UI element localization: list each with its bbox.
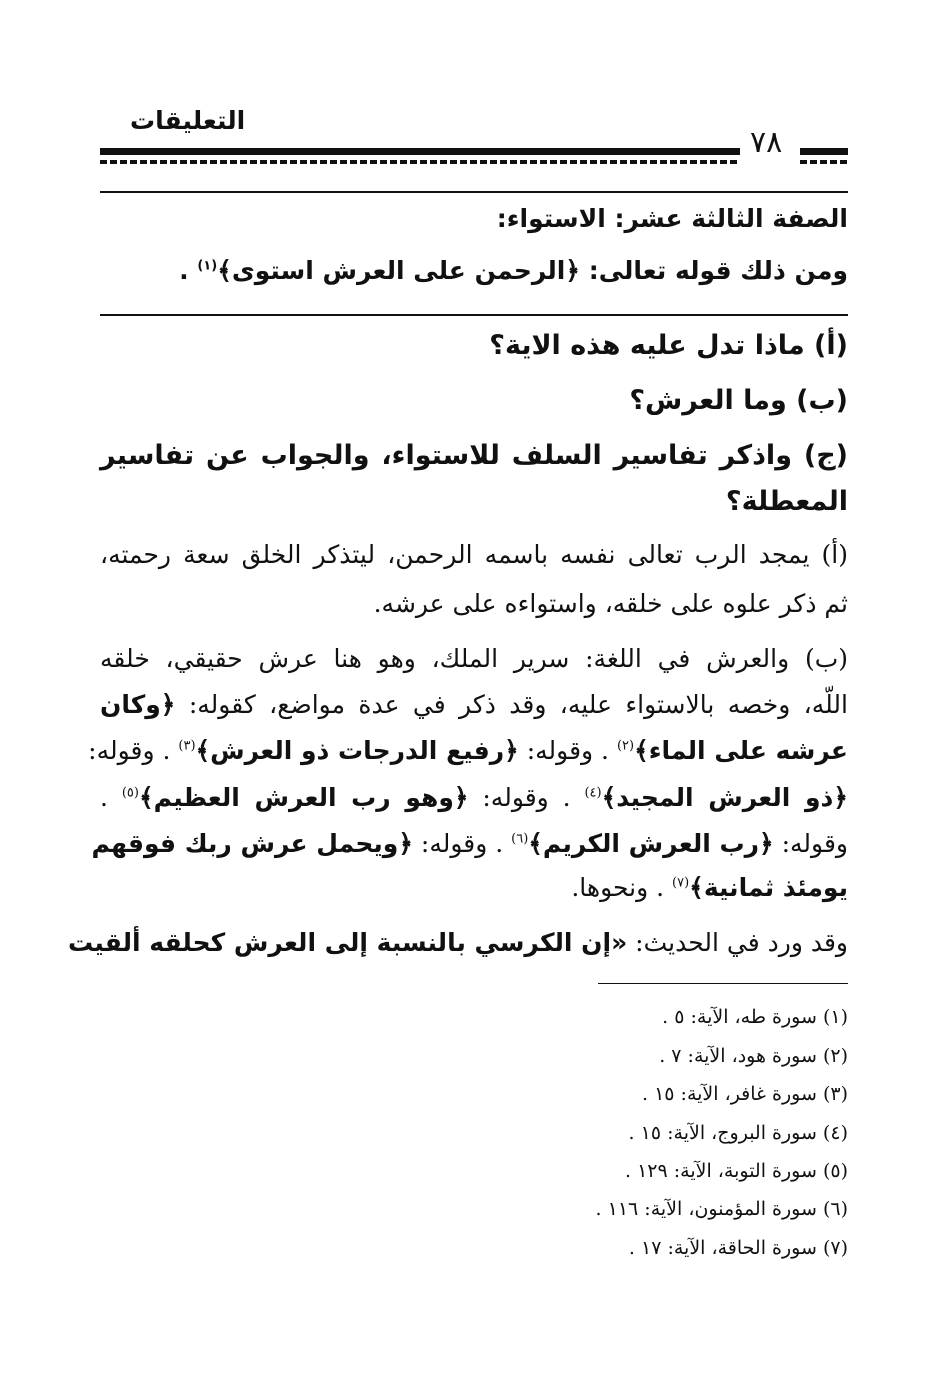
text-segment: . وقوله:	[88, 736, 179, 765]
footnote-5: (٥) سورة التوبة، الآية: ١٢٩ .	[624, 1160, 848, 1182]
answer-b-line4	[100, 783, 848, 812]
text-segment: . ونحوها.	[571, 873, 673, 902]
section-rule-top	[100, 191, 848, 193]
footnote-3: (٣) سورة غافر، الآية: ١٥ .	[641, 1083, 848, 1105]
text-segment: اللّه، وخصه بالاستواء عليه، وقد ذكر في عدة مواضع، كقوله:	[175, 690, 848, 719]
footnote-7: (٧) سورة الحاقة، الآية: ١٧ .	[628, 1237, 848, 1259]
text-segment: . وقوله:	[518, 736, 617, 765]
footnote-6: (٦) سورة المؤمنون، الآية: ١١٦ .	[595, 1198, 848, 1220]
verse-end: .	[179, 256, 198, 285]
verse-segment: ﴿وهو رب العرش العظيم﴾	[138, 783, 469, 812]
text-segment: .	[100, 783, 122, 812]
section-rule-middle	[100, 314, 848, 316]
running-title: التعليقات	[130, 106, 246, 135]
question-c-line2: المعطلة؟	[725, 486, 848, 517]
answer-b-line5	[91, 829, 848, 858]
footnote-ref: (٦)	[511, 831, 529, 847]
verse-segment: ﴿رفيع الدرجات ذو العرش﴾	[195, 736, 519, 765]
question-c-line1: (ج) واذكر تفاسير السلف للاستواء، والجواب عن تفاسير	[100, 440, 848, 471]
verse-segment: ﴿ويحمل عرش ربك فوقهم	[91, 829, 413, 858]
answer-a-line1: (أ) يمجد الرب تعالى نفسه باسمه الرحمن، ليتذكر الخلق سعة رحمته،	[100, 540, 848, 569]
footnote-rule	[598, 983, 848, 984]
header-rule-right-thick	[800, 148, 848, 155]
footnote-ref: (٣)	[178, 738, 196, 754]
answer-b-line6	[571, 873, 848, 902]
question-b: (ب) وما العرش؟	[629, 385, 848, 416]
text-segment: . وقوله:	[412, 829, 512, 858]
verse-segment: ﴿ذو العرش المجيد﴾	[601, 783, 848, 812]
text-segment: . وقوله:	[468, 783, 585, 812]
verse-segment: ﴿رب العرش الكريم﴾	[528, 829, 774, 858]
text-segment: وقد ورد في الحديث:	[627, 928, 848, 957]
answer-b-line1: (ب) والعرش في اللغة: سرير الملك، وهو هنا عرش حقيقي، خلقه	[100, 644, 848, 673]
hadith-quote: «إن الكرسي بالنسبة إلى العرش كحلقه ألقيت	[67, 928, 628, 957]
footnote-ref: (١)	[197, 258, 218, 274]
verse-line	[179, 256, 848, 285]
text-segment: وقوله:	[773, 829, 848, 858]
header-rule-thick	[100, 148, 740, 155]
page-number: ٧٨	[750, 125, 783, 160]
answer-b-line3	[88, 736, 848, 765]
footnote-1: (١) سورة طه، الآية: ٥ .	[662, 1006, 848, 1028]
footnote-4: (٤) سورة البروج، الآية: ١٥ .	[628, 1122, 848, 1144]
footnote-ref: (٤)	[584, 785, 602, 801]
verse-segment: ﴿وكان	[100, 690, 176, 719]
question-a: (أ) ماذا تدل عليه هذه الاية؟	[489, 330, 848, 361]
footnote-2: (٢) سورة هود، الآية: ٧ .	[659, 1045, 848, 1067]
footnote-ref: (٢)	[616, 738, 635, 754]
footnote-ref: (٧)	[672, 875, 690, 891]
header-rule-dashed	[100, 160, 740, 164]
section-heading: الصفة الثالثة عشر: الاستواء:	[496, 204, 848, 233]
verse-segment: عرشه على الماء﴾	[634, 736, 848, 765]
answer-a-line2: ثم ذكر علوه على خلقه، واستواءه على عرشه.	[373, 589, 848, 618]
footnote-ref: (٥)	[121, 785, 139, 801]
verse-segment: يومئذ ثمانية﴾	[689, 873, 848, 902]
verse-text: ومن ذلك قوله تعالى: ﴿الرحمن على العرش استوى﴾	[217, 256, 848, 285]
header-rule-right-dashed	[800, 160, 848, 164]
answer-b-line2	[100, 690, 848, 719]
hadith-line	[67, 928, 848, 957]
